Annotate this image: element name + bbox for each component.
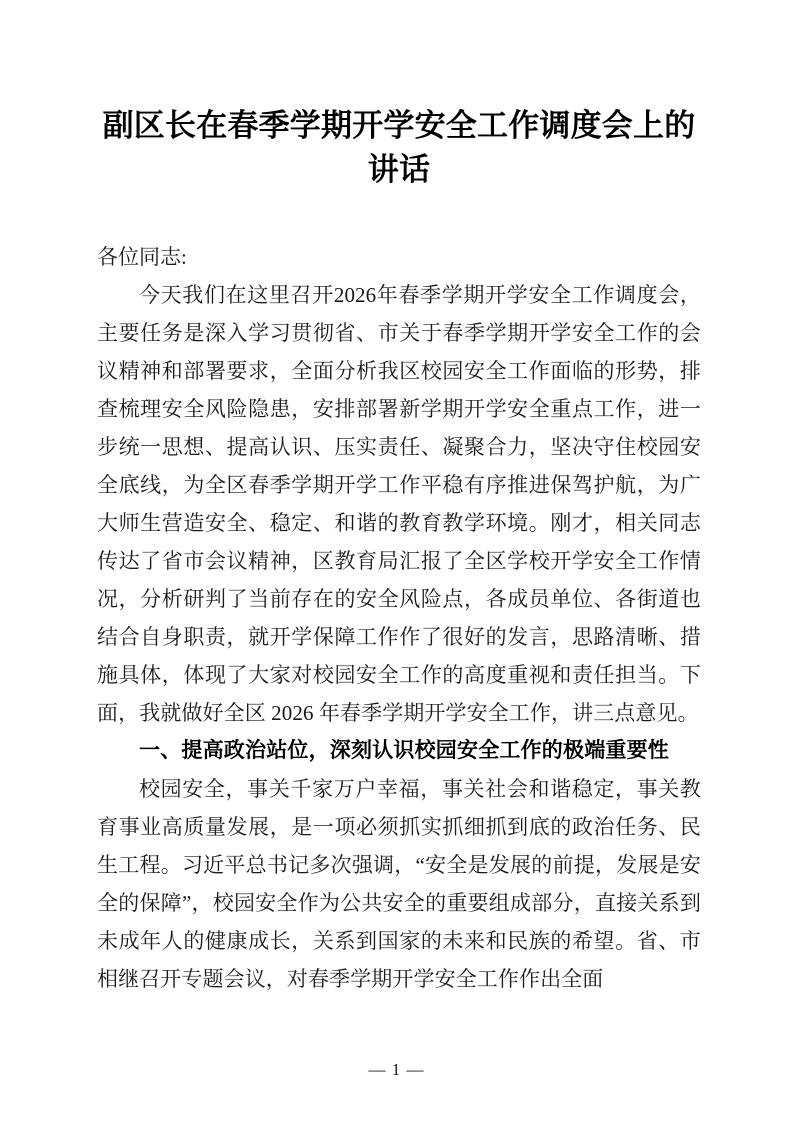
page-title: 副区长在春季学期开学安全工作调度会上的讲话 bbox=[102, 108, 696, 187]
body-paragraph-intro: 今天我们在这里召开2026年春季学期开学安全工作调度会，主要任务是深入学习贯彻省、市关于春季学期开学安全工作的会议精神和部署要求，全面分析我区校园安全工作面临的形势，排查梳理安全风险隐患，安排部署新学期开学安全重点工作，进一步统一思想、提高认识、压实责任、凝聚合力，坚决守住校园安全底线，为全区春季学期开学工作平稳有序推进保驾护航，为广大师生营造安全、稳定、和谐的教育教学环境。刚才，相关同志传达了省市会议精神，区教育局汇报了全区学校开学安全工作情况，分析研判了当前存在的安全风险点，各成员单位、各街道也结合自身职责，就开学保障工作作了很好的发言，思路清晰、措施具体，体现了大家对校园安全工作的高度重视和责任担当。下面，我就做好全区 2026 年春季学期开学安全工作，讲三点意见。 bbox=[97, 283, 701, 725]
page-footer bbox=[0, 1060, 793, 1080]
page-number: — 1 — bbox=[368, 1060, 425, 1079]
body-paragraph-section-one: 校园安全，事关千家万户幸福，事关社会和谐稳定，事关教育事业高质量发展，是一项必须抓实抓细抓到底的政治任务、民生工程。习近平总书记多次强调，“安全是发展的前提，发展是安全的保障”，校园安全作为公共安全的重要组成部分，直接关系到未成年人的健康成长，关系到国家的未来和民族的希望。省、市相继召开专题会议，对春季学期开学安全工作作出全面 bbox=[97, 777, 701, 991]
section-heading-one: 一、提高政治站位，深刻认识校园安全工作的极端重要性 bbox=[139, 739, 669, 762]
page-content bbox=[97, 0, 701, 998]
salutation: 各位同志: bbox=[97, 245, 187, 269]
